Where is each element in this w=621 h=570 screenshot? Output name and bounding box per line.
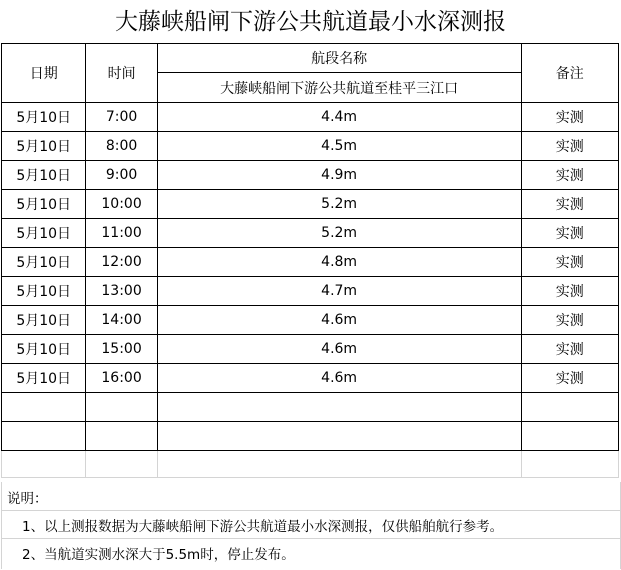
table-row	[2, 190, 619, 219]
empty-cell	[86, 422, 157, 451]
table-row	[2, 277, 619, 306]
depth-cell: 4.6m	[157, 335, 521, 364]
date-cell: 5月10日	[2, 277, 86, 306]
divider	[2, 510, 620, 511]
depth-report-table	[1, 43, 619, 478]
table-row	[2, 306, 619, 335]
depth-cell: 5.2m	[157, 190, 521, 219]
remark-cell: 实测	[521, 277, 618, 306]
time-cell: 11:00	[86, 219, 157, 248]
date-cell: 5月10日	[2, 132, 86, 161]
depth-cell: 4.6m	[157, 364, 521, 393]
depth-cell: 4.4m	[157, 103, 521, 132]
empty-row	[2, 422, 619, 451]
empty-cell	[521, 393, 618, 422]
note-item: 1、以上测报数据为大藤峡船闸下游公共航道最小水深测报，仅供船舶航行参考。	[22, 519, 504, 535]
table-row	[2, 219, 619, 248]
notes-section	[1, 482, 621, 569]
time-cell: 9:00	[86, 161, 157, 190]
remark-cell: 实测	[521, 306, 618, 335]
empty-cell	[157, 422, 521, 451]
date-cell: 5月10日	[2, 364, 86, 393]
remark-cell: 实测	[521, 248, 618, 277]
table-row	[2, 335, 619, 364]
spacer-row	[2, 451, 619, 478]
remark-cell: 实测	[521, 335, 618, 364]
header-time: 时间	[86, 44, 157, 103]
header-section-value: 大藤峡船闸下游公共航道至桂平三江口	[157, 73, 521, 103]
empty-cell	[2, 422, 86, 451]
remark-cell: 实测	[521, 190, 618, 219]
empty-cell	[86, 393, 157, 422]
empty-row	[2, 393, 619, 422]
empty-cell	[2, 451, 86, 478]
depth-cell: 4.6m	[157, 306, 521, 335]
time-cell: 8:00	[86, 132, 157, 161]
time-cell: 15:00	[86, 335, 157, 364]
date-cell: 5月10日	[2, 219, 86, 248]
date-cell: 5月10日	[2, 306, 86, 335]
header-row	[2, 44, 619, 73]
date-cell: 5月10日	[2, 103, 86, 132]
time-cell: 13:00	[86, 277, 157, 306]
depth-cell: 5.2m	[157, 219, 521, 248]
remark-cell: 实测	[521, 219, 618, 248]
table-body	[2, 103, 619, 478]
header-remark: 备注	[521, 44, 618, 103]
depth-cell: 4.8m	[157, 248, 521, 277]
empty-cell	[2, 393, 86, 422]
date-cell: 5月10日	[2, 190, 86, 219]
time-cell: 10:00	[86, 190, 157, 219]
table-row	[2, 364, 619, 393]
empty-cell	[157, 393, 521, 422]
empty-cell	[521, 422, 618, 451]
time-cell: 16:00	[86, 364, 157, 393]
date-cell: 5月10日	[2, 248, 86, 277]
table-row	[2, 103, 619, 132]
depth-cell: 4.5m	[157, 132, 521, 161]
empty-cell	[157, 451, 521, 478]
divider	[2, 538, 620, 539]
remark-cell: 实测	[521, 103, 618, 132]
time-cell: 14:00	[86, 306, 157, 335]
remark-cell: 实测	[521, 364, 618, 393]
date-cell: 5月10日	[2, 335, 86, 364]
time-cell: 7:00	[86, 103, 157, 132]
time-cell: 12:00	[86, 248, 157, 277]
page-title: 大藤峡船闸下游公共航道最小水深测报	[115, 9, 506, 35]
remark-cell: 实测	[521, 161, 618, 190]
table-row	[2, 132, 619, 161]
table-row	[2, 161, 619, 190]
header-date: 日期	[2, 44, 86, 103]
notes-label: 说明：	[7, 491, 48, 507]
note-item: 2、当航道实测水深大于5.5m时，停止发布。	[22, 547, 295, 563]
empty-cell	[521, 451, 618, 478]
depth-cell: 4.7m	[157, 277, 521, 306]
remark-cell: 实测	[521, 132, 618, 161]
empty-cell	[86, 451, 157, 478]
depth-cell: 4.9m	[157, 161, 521, 190]
table-row	[2, 248, 619, 277]
header-section-name: 航段名称	[157, 44, 521, 73]
date-cell: 5月10日	[2, 161, 86, 190]
